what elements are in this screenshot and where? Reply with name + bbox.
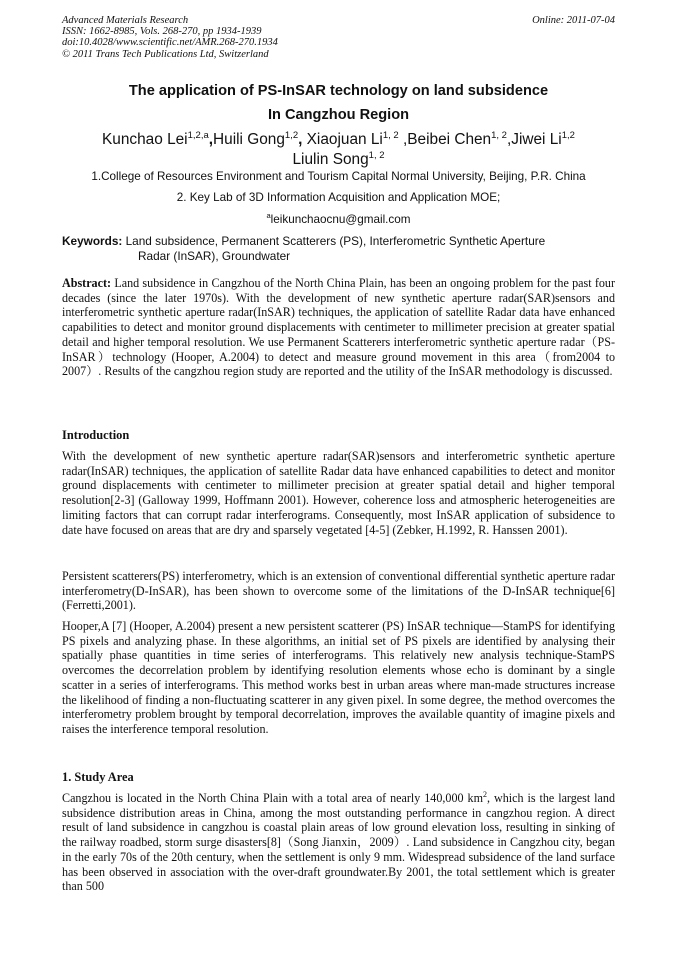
- author-separator: ,: [506, 131, 512, 149]
- author-affiliation-mark: 1, 2: [491, 130, 507, 141]
- paper-title-line-2: In Cangzhou Region: [267, 107, 410, 123]
- introduction-paragraph-3: Hooper,A [7] (Hooper, A.2004) present a new persistent scatterer (PS) InSAR technique—StamPS for identifying PS pixels and analyzing phase. In these algorithms, an initial set of PS pixels are identified by analysing their spatially phase quantities in time series of interferograms. This relatively new analysis technique-StamPS overcomes the decorrelation problem by identifying resolution elements whose echo is dominant by a single scatter in a series of interferograms. This method works best in urban areas where man-made structures increase the likelihood of finding a non-fluctuating scatterer in any given pixel. In some degree, the method overcomes the interferometry problem brought by temporal decorrelation, improves the available quantity of imagine pixels and raises the interference temporal resolution.: [62, 619, 615, 736]
- study-area-paragraph-1: [62, 791, 615, 894]
- area-unit-superscript: 2: [482, 789, 487, 799]
- section-heading-study-area: 1. Study Area: [62, 770, 134, 784]
- author-affiliation-mark: 1,2: [284, 130, 299, 141]
- keywords-label: Keywords:: [62, 234, 123, 248]
- section-heading-introduction: Introduction: [62, 428, 130, 442]
- copyright-line: © 2011 Trans Tech Publications Ltd, Switzerland: [62, 48, 269, 60]
- author-name: Xiaojuan Li: [306, 131, 383, 149]
- issn-line: ISSN: 1662-8985, Vols. 268-270, pp 1934-1939: [62, 26, 262, 38]
- journal-name: Advanced Materials Research: [62, 15, 189, 26]
- author-name: Huili Gong: [213, 131, 285, 149]
- author-name: Jiwei Li: [511, 131, 562, 149]
- paper-title-line-1: The application of PS-InSAR technology on land subsidence: [128, 83, 549, 99]
- email-address[interactable]: leikunchaocnu@gmail.com: [270, 212, 411, 226]
- keywords-line-2: Radar (InSAR), Groundwater: [138, 248, 291, 263]
- doi-line[interactable]: doi:10.4028/www.scientific.net/AMR.268-270.1934: [62, 37, 278, 49]
- study-area-text-b: , which is the largest land subsidence distribution areas in China, among the most outstanding performance in cangzhou region. A direct result of land subsidence in cangzhou is coastal plain areas of low ground elevation loss, resulting in sinking of the railway roadbed, storm surge disasters[8]（Song Jianxin，2009）. Land subsidence in Cangzhou city, began in the early 70s of the 20th century, when the settlement is only 9 mm. Widespread subsidence of the land surface has been observed in association with the over-draft groundwater.By 2001, the total settlement which is greater than 500: [62, 791, 615, 894]
- author-affiliation-mark: 1,2,a: [187, 130, 209, 141]
- author-list-line-1: [62, 130, 615, 149]
- author-affiliation-mark: 1, 2: [368, 150, 385, 161]
- affiliation-1: 1.College of Resources Environment and Tourism Capital Normal University, Beijing, P.R. China: [91, 170, 586, 183]
- author-separator: ,: [398, 131, 408, 149]
- author-name: Beibei Chen: [407, 131, 492, 149]
- affiliation-2: 2. Key Lab of 3D Information Acquisition and Application MOE;: [176, 191, 501, 204]
- journal-header: [62, 15, 615, 60]
- author-separator: ,: [298, 131, 303, 149]
- keywords-block: [62, 234, 615, 263]
- introduction-paragraph-1: With the development of new synthetic aperture radar(SAR)sensors and interferometric synthetic aperture radar(InSAR) techniques, the application of satellite Radar data have enhanced capabilities to detect and monitor ground displacements with centimeter to millimeter precision at greater spatial detail and higher temporal resolution[2-3] (Galloway 1999, Hoffmann 2001). However, coherence loss and atmospheric heterogeneities are limiting factors that can corrupt radar interferograms. Consequently, most InSAR application of subsidence to date have focused on areas that are dry and sparsely vegetated [4-5] (Zebker, H.1992, R. Hanssen 2001).: [62, 449, 615, 537]
- email-mark: a: [266, 211, 271, 220]
- study-area-text-a: Cangzhou is located in the North China Plain with a total area of nearly 140,000 km: [62, 791, 483, 805]
- author-affiliation-mark: 1, 2: [382, 130, 399, 141]
- author-name: Kunchao Lei: [102, 131, 188, 149]
- author-list-line-2: [62, 150, 615, 169]
- abstract-text: Land subsidence in Cangzhou of the North China Plain, has been an ongoing problem for the past four decades (since the later 1970s). With the development of new synthetic aperture radar(SAR)sensors and interferometric synthetic aperture radar(InSAR) techniques, the application of satellite Radar data have enhanced capabilities to detect and monitor ground displacements with centimeter to millimeter precision at greater spatial detail and higher temporal resolution. We use Permanent Scatterers interferometric synthetic aperture radar（PS-InSAR）technology (Hooper, A.2004) to detect and measure ground movement in this area（from2004 to 2007）. Results of the cangzhou region study are reported and the utility of the InSAR methodology is discussed.: [62, 276, 615, 379]
- author-email: [62, 211, 615, 226]
- author-name: Liulin Song: [292, 151, 369, 169]
- introduction-paragraph-2: Persistent scatterers(PS) interferometry, which is an extension of conventional differential synthetic aperture radar interferometry(D-InSAR), has been shown to overcome some of the limitations of the D-InSAR technique[6] (Ferretti,2001).: [62, 569, 615, 613]
- abstract-label: Abstract:: [62, 276, 112, 290]
- author-separator: ,: [208, 131, 214, 149]
- online-date: Online: 2011-07-04: [532, 15, 615, 26]
- abstract-paragraph: [62, 276, 615, 379]
- keywords-line-1: Land subsidence, Permanent Scatterers (PS), Interferometric Synthetic Aperture: [125, 234, 546, 248]
- author-affiliation-mark: 1,2: [561, 130, 575, 141]
